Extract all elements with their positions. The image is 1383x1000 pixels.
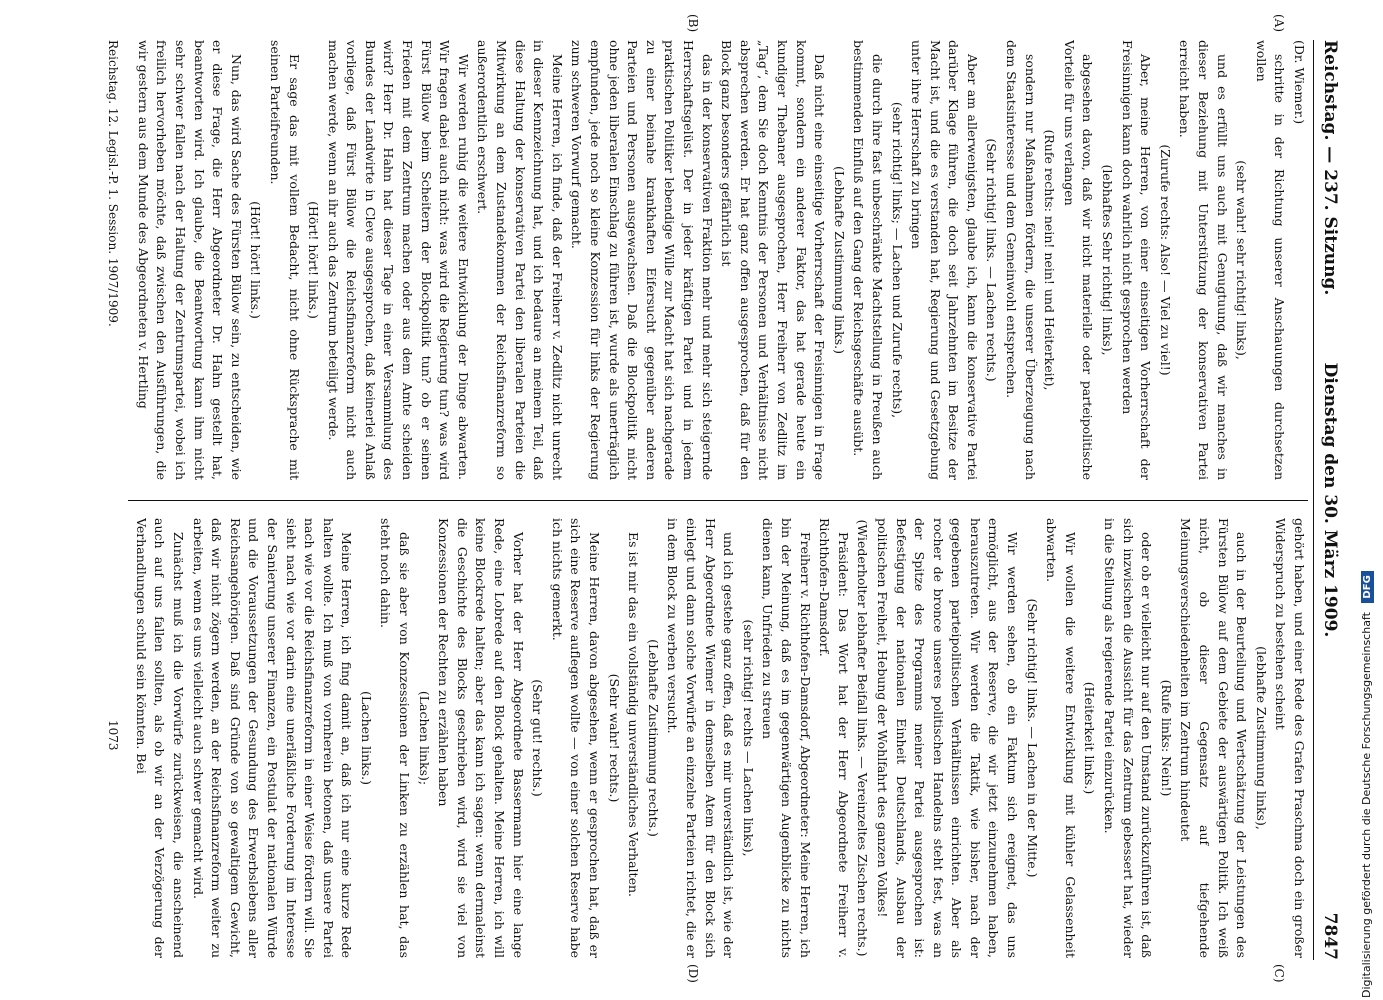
- stage-direction: (Lebhafte Zustimmung links.): [831, 166, 847, 354]
- paragraph: Daß nicht eine einseitige Vorherrschaft der Freisinnigen in Frage kommt, sondern ein anderer Faktor, das hat gerade heute ein kundiger Thebaner ausgesprochen, Herr Freiherr von Zedlitz im „Tag“, dem Sie doch Kenntnis der Personen und Verhältnisse nicht absprechen werden. Er hat ganz offen ausgesprochen, daß für den Block ganz besonders gefährlich ist: [719, 40, 828, 480]
- stage-direction: (Rufe rechts: nein! nein! und Heiterkeit),: [1042, 129, 1058, 391]
- paragraph: Aber am allerwenigsten, glaube ich, kann die konservative Partei darüber Klage führen, die doch seit Jahrzehnten im Besitze der Macht ist, und die es verstanden hat, Regierung und Gesetzgebung unter ihre Herrschaft zu bringen: [909, 40, 980, 480]
- stage-direction: (Lachen links);: [416, 690, 432, 786]
- stage-direction: (Hört! hört! links.): [306, 201, 322, 319]
- paragraph: Meine Herren, ich fing damit an, daß ich nur eine kurze Rede halten wollte. Ich muß von vornherein betonen, daß unsere Partei nach wie vor die Reichsfinanzreform in einer Weise fördern will. Sie sieht nach wie vor darin eine unerläßliche Forderung im Interesse der Sanierung unserer Finanzen, ein Postulat der nationalen Würde und die Voraussetzungen der Gesundung des Erwerbslebens aller Reichsangehörigen. Daß sind Gründe von so gewaltigem Gewicht, daß wir nicht zögern werden, an der Reichsfinanzreform weiter zu arbeiten, wenn es uns vielleicht auch schwer gemacht wird.: [190, 518, 355, 958]
- paragraph: Es ist mir das ein vollständig unverständliches Verhalten.: [626, 532, 642, 897]
- paragraph: das in der konservativen Fraktion mehr und mehr sich steigernde Herrschaftsgelüst. Der in jeder kräftigen Partei und in jedem praktischen Politiker lebendige Wille zur Macht hat sich nachgerade zu einer beinahe krankhaften Eifersucht gegenüber anderen Parteien und Personen ausgewachsen. Daß die Blockpolitik nicht ohne jeden liberalen Einschlag zu führen ist, wurde als unerträglich empfunden, jede noch so kleine Konzession für links der Regierung zum schweren Vorwurf gemacht.: [569, 40, 715, 480]
- paragraph: daß sie aber von Konzessionen der Linken zu erzählen hat, das steht noch dahin.: [378, 518, 413, 958]
- margin-marker-c: (C): [1272, 964, 1286, 983]
- paragraph: Wir werden sehen, ob ein Faktum sich ereignet, das uns ermöglicht, aus der Reserve, die wir jetzt einzunehmen haben, herauszutreten. Wir werden die Taktik, wie bisher, nach der gegebenen parteipolitischen Verhältnissen einrichten. Aber als rocher de bronce unseres politischen Handelns steht fest, was an der Spitze des Programms meiner Partei ausgesprochen ist: Befestigung der nationalen Einheit Deutschlands, Ausbau der politischen Freiheit, Hebung der Wohlfahrt des ganzen Volkes!: [874, 518, 1021, 958]
- stage-direction: (Lachen links.): [358, 691, 374, 785]
- paragraph: die durch ihre fast unbeschränkte Machtstellung in Preußen auch bestimmenden Einfluß auf den Gang der Reichsgeschäfte ausübt.: [851, 40, 885, 480]
- stage-direction: (Sehr richtig! links. — Lachen in der Mitte.): [1024, 598, 1040, 878]
- paragraph: abgesehen davon, daß wir nicht materielle oder parteipolitische Vorteile für uns verlangen: [1061, 40, 1096, 480]
- header-page-number: 7847: [1320, 912, 1340, 960]
- paragraph: und es erfüllt uns auch mit Genugtuung, daß wir manches in dieser Beziehung mit Unterstützung der konservativen Partei erreicht haben.: [1177, 40, 1230, 480]
- stage-direction: (sehr richtig! rechts — Lachen links),: [740, 619, 756, 857]
- paragraph: (Dr. Wiemer.): [1292, 40, 1307, 125]
- paragraph: sondern nur Maßnahmen fördern, die unserer Überzeugung nach dem Staatsinteresse und dem Gemeinwohl entsprechen.: [1004, 40, 1038, 480]
- paragraph: Meine Herren, ich finde, daß der Freiherr v. Zedlitz nicht unrecht in dieser Kennzeichnung hat, und ich bedaure an meinem Teil, daß diese Haltung der konservativen Partei den liberalen Parteien die Mitwirkung an dem Zustandekommen der Reichsfinanzreform so außerordentlich erschwert.: [475, 40, 565, 480]
- dfg-credit: [1360, 8, 1382, 998]
- credit-text: Digitalisierung gefördert durch die Deutsche Forschungsgemeinschaft: [1360, 612, 1373, 998]
- stage-direction: (Hört! hört! links.): [248, 201, 264, 319]
- stage-direction: (Heiterkeit links.): [1082, 681, 1098, 795]
- left-column: [128, 40, 1308, 480]
- footer-session: Reichstag. 12. Legisl.-P. 1. Session. 1907/1909.: [106, 40, 120, 327]
- paragraph: Wir werden ruhig die weitere Entwicklung der Dinge abwarten. Wir fragen dabei auch nicht: was wird die Regierung tun? was wird Fürst Bülow beim Scheitern der Blockpolitik tun? ob er seinen Frieden mit dem Zentrum machen oder aus dem Amte scheiden wird? Herr Dr. Hahn hat dieser Tage in einer Versammlung des Bundes der Landwirte in Cleve ausgesprochen, daß keinerlei Anlaß vorliege, daß Fürst Bülow die Reichsfinanzreform nicht auch machen werde, wenn an ihr auch das Zentrum beteiligt werde.: [325, 40, 471, 480]
- stage-direction: (Wiederholter lebhafter Beifall links. — Vereinzeltes Zischen rechts.): [855, 519, 871, 957]
- margin-marker-b: (B): [686, 14, 700, 33]
- margin-marker-d: (D): [686, 964, 700, 983]
- stage-direction: (Lebhafte Zustimmung rechts.): [645, 639, 661, 837]
- margin-marker-a: (A): [1272, 14, 1286, 33]
- paragraph: Nun, das wird Sache des Fürsten Bülow sein, zu entscheiden, wie er diese Frage, die Herr Abgeordneter Dr. Hahn gestellt hat, beantworten wird. Ich glaube, die Beantwortung kann ihm nicht sehr schwer fallen nach der Haltung der Zentrumspartei, wobei ich freilich hervorheben möchte, daß zwischen den Ausführungen, die wir gestern aus dem Munde des Abgeordneten v. Hertling: [135, 40, 244, 480]
- paragraph: Wir wollen die weitere Entwicklung mit kühler Gelassenheit abwarten.: [1044, 518, 1078, 958]
- footer-page-number: 1073: [106, 720, 120, 751]
- column-divider: [128, 500, 1308, 501]
- header-date: Dienstag den 30. März 1909.: [1320, 362, 1340, 638]
- paragraph: Meine Herren, davon abgesehen, wenn er gesprochen hat, daß er sich eine Reserve auflegen wollte — von einer solchen Reserve habe ich nichts gemerkt.: [549, 518, 603, 958]
- stage-direction: (Zurufe rechts: Also! — Viel zu viel!): [1157, 144, 1173, 376]
- stage-direction: (Sehr gut! rechts.): [530, 679, 546, 797]
- page-header: [1313, 40, 1340, 960]
- paragraph: schritte in der Richtung unserer Anschauungen durchsetzen wollen: [1253, 40, 1288, 480]
- stage-direction: (sehr richtig! links; — Lachen und Zurufe rechts),: [889, 101, 905, 419]
- stage-direction: (lebhaftes Sehr richtig! links),: [1100, 164, 1116, 356]
- stage-direction: (lebhafte Zustimmung links),: [1253, 646, 1269, 830]
- stage-direction: (Sehr richtig! links. — Lachen rechts.): [984, 138, 1000, 382]
- stage-direction: (Rufe links: Nein!): [1158, 679, 1174, 797]
- paragraph: gehört haben, und einer Rede des Grafen Praschma doch ein großer Widerspruch zu bestehen scheint: [1273, 518, 1307, 958]
- dfg-logo: DFG: [1361, 571, 1374, 602]
- paragraph: und ich gestehe ganz offen, daß es mir unverständlich ist, wie der Herr Abgeordnete Wiemer in demselben Atem für den Block sich einlegt und dann solche Vorwürfe an einzelne Parteien richtet, die er in dem Block zu werben versucht.: [665, 518, 737, 958]
- paragraph: Freiherr v. Richthofen-Damsdorf, Abgeordneter: Meine Herren, ich bin der Meinung, daß es im gegenwärtigen Augenblicke zu nichts dienen kann, Unfrieden zu streuen: [760, 518, 813, 958]
- paragraph: oder ob er vielleicht nur auf den Umstand zurückzuführen ist, daß sich inzwischen die Aussicht für das Zentrum gebessert hat, wieder in die Stellung als regierende Partei einzurücken.: [1102, 518, 1155, 958]
- paragraph: Zunächst muß ich die Vorwürfe zurückweisen, die anscheinend auch auf uns fallen sollten, als ob wir an der Verzögerung der Verhandlungen schuld sein könnten. Bei: [133, 518, 186, 958]
- paragraph: Aber, meine Herren, von einer einseitigen Vorherrschaft der Freisinnigen kann doch wahrlich nicht gesprochen werden: [1119, 40, 1154, 480]
- paragraph: Präsident: Das Wort hat der Herr Abgeordnete Freiherr v. Richthofen-Damsdorf.: [817, 518, 851, 958]
- paragraph: Vorher hat der Herr Abgeordnete Bassermann hier eine lange Rede, eine Lobrede auf den Block gehalten. Meine Herren, ich will keine Blockrede halten; aber das kann ich sagen: wenn dermaleinst die Geschichte des Blocks geschrieben wird, wird sie viel von Konzessionen der Rechten zu erzählen haben: [436, 518, 526, 958]
- paragraph: auch in der Beurteilung und Wertschätzung der Leistungen des Fürsten Bülow auf dem Gebiete der auswärtigen Politik. Ich weiß nicht, ob dieser Gegensatz auf tiefgehende Meinungsverschiedenheiten im Zentrum hindeutet: [1178, 518, 1250, 958]
- right-column: [128, 518, 1308, 958]
- stage-direction: (Sehr wahr! rechts.): [606, 673, 622, 803]
- header-left: Reichstag. — 237. Sitzung.: [1320, 40, 1340, 296]
- rotated-page: [50, 0, 1360, 1000]
- paragraph: Er sage das mit vollem Bedacht, nicht ohne Rücksprache mit seinen Parteifreunden.: [267, 40, 302, 480]
- stage-direction: (sehr wahr! sehr richtig! links),: [1234, 160, 1250, 360]
